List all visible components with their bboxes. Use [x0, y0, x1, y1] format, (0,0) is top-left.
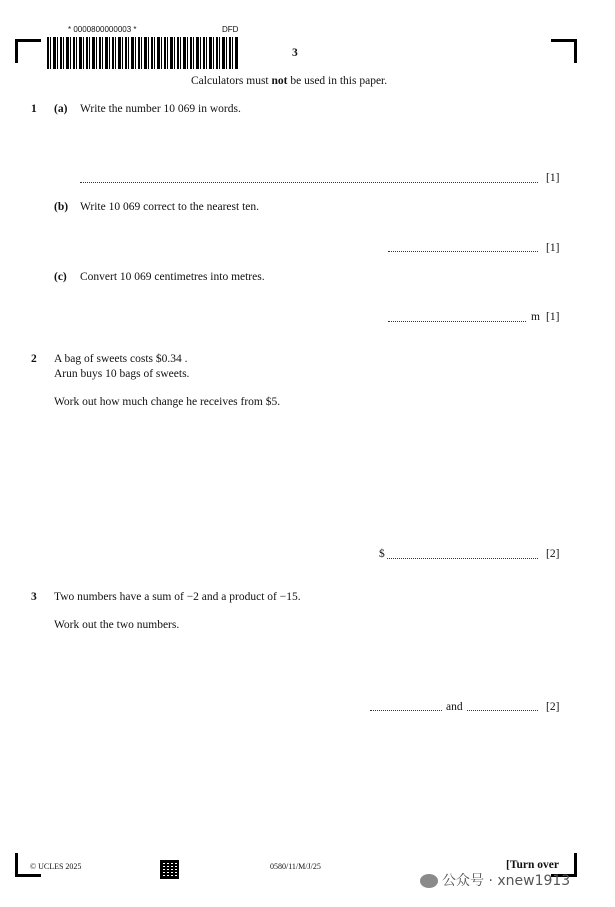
- currency-prefix-2: $: [379, 548, 385, 560]
- instruction-bold: not: [271, 75, 288, 87]
- answer-line-1a[interactable]: [80, 173, 538, 183]
- question-3-line2: Work out the two numbers.: [54, 619, 180, 631]
- question-3-line1: Two numbers have a sum of −2 and a product of −15.: [54, 591, 301, 603]
- question-1b-label: (b): [54, 201, 69, 213]
- answer-line-1c[interactable]: [388, 312, 526, 322]
- question-1a-text: Write the number 10 069 in words.: [80, 103, 241, 115]
- corner-mark-top-right-vertical: [574, 39, 577, 63]
- marks-1a: [1]: [546, 172, 560, 184]
- question-2-line2: Arun buys 10 bags of sweets.: [54, 368, 190, 380]
- question-1b-text: Write 10 069 correct to the nearest ten.: [80, 201, 259, 213]
- footer-copyright: © UCLES 2025: [30, 862, 82, 871]
- answer-line-3-second[interactable]: [467, 701, 538, 711]
- page-number: 3: [292, 47, 298, 59]
- marks-1b: [1]: [546, 242, 560, 254]
- wechat-icon: [420, 874, 438, 888]
- question-1-number: 1: [31, 103, 37, 115]
- turn-over-label: [Turn over: [506, 859, 559, 871]
- answer-line-1b[interactable]: [388, 242, 538, 252]
- barcode-image: [47, 37, 239, 69]
- corner-mark-bottom-left-vertical: [15, 853, 18, 877]
- corner-mark-top-left: [15, 39, 41, 42]
- corner-mark-bottom-left: [15, 874, 41, 877]
- question-2-number: 2: [31, 353, 37, 365]
- answer-line-2[interactable]: [387, 549, 538, 559]
- corner-mark-bottom-right-vertical: [574, 853, 577, 877]
- unit-1c: m: [531, 311, 540, 323]
- instruction-after: be used in this paper.: [287, 75, 388, 87]
- question-1a-label: (a): [54, 103, 68, 115]
- qr-code-image: [160, 860, 179, 879]
- footer-paper-code: 0580/11/M/J/25: [270, 862, 321, 871]
- corner-mark-top-left-vertical: [15, 39, 18, 63]
- watermark-text: 公众号 · xnew1913: [442, 873, 571, 889]
- calculator-instruction: [191, 74, 387, 88]
- instruction-before: Calculators must: [191, 75, 272, 87]
- barcode-number: * 0000800000003 *: [68, 25, 137, 34]
- question-3-number: 3: [31, 591, 37, 603]
- marks-2: [2]: [546, 548, 560, 560]
- question-1c-text: Convert 10 069 centimetres into metres.: [80, 271, 265, 283]
- exam-code: DFD: [222, 25, 239, 34]
- joiner-3: and: [446, 701, 463, 713]
- question-1c-label: (c): [54, 271, 67, 283]
- marks-1c: [1]: [546, 311, 560, 323]
- marks-3: [2]: [546, 701, 560, 713]
- question-2-line3: Work out how much change he receives from $5.: [54, 396, 281, 408]
- question-2-line1: A bag of sweets costs $0.34 .: [54, 353, 188, 365]
- answer-line-3-first[interactable]: [370, 701, 442, 711]
- watermark: [420, 870, 570, 890]
